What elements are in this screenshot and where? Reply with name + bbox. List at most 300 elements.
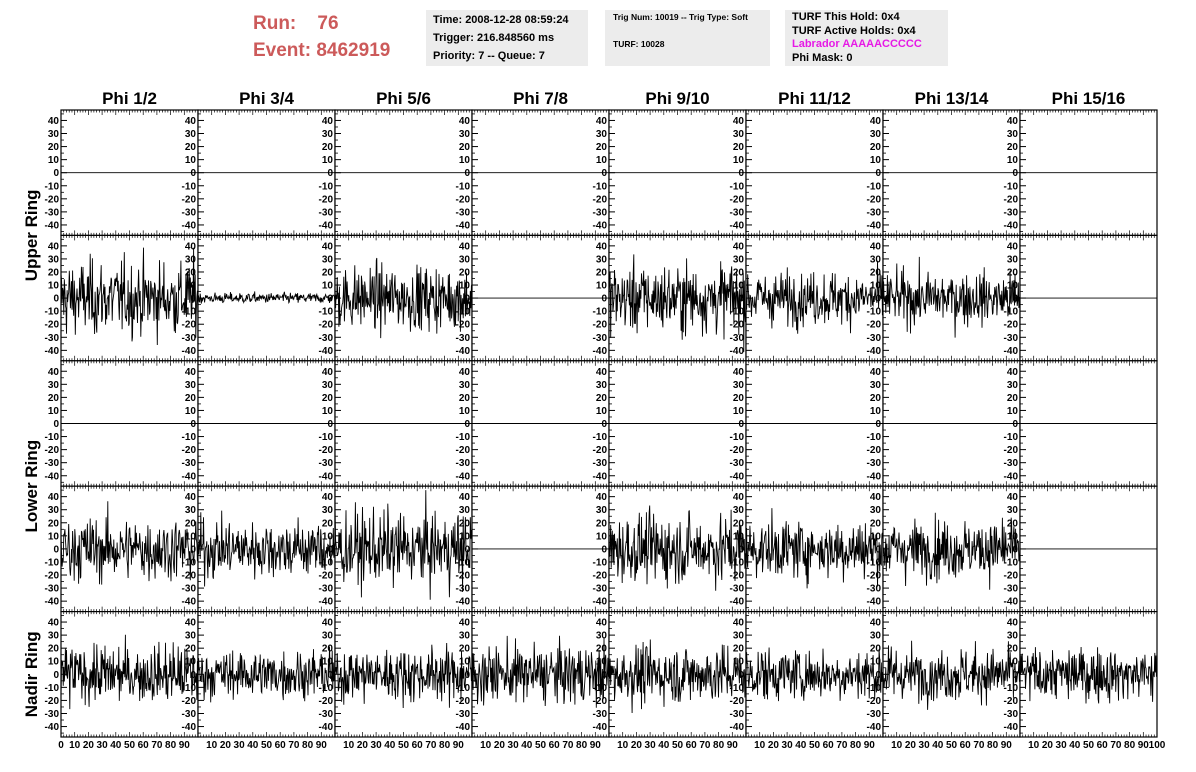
y-tick-label: 0 (190, 168, 196, 180)
y-tick-label: -20 (729, 319, 744, 331)
y-tick-label: 30 (321, 630, 333, 642)
y-tick-label: 10 (732, 405, 744, 417)
y-tick-label: -20 (729, 445, 744, 457)
y-tick-label: 30 (458, 379, 470, 391)
y-tick-label: -20 (866, 319, 881, 331)
ring-label-2: Lower Ring (22, 439, 41, 533)
y-tick-label: -10 (1003, 557, 1018, 569)
y-tick-label: -40 (1003, 596, 1018, 608)
y-tick-label: 10 (47, 531, 59, 543)
y-tick-label: -10 (729, 432, 744, 444)
y-tick-label: -40 (729, 722, 744, 734)
y-tick-label: 30 (47, 630, 59, 642)
panel-r4-c6 (730, 486, 883, 611)
y-tick-label: 0 (601, 168, 607, 180)
turf-this-hold-text: TURF This Hold: 0x4 (792, 11, 900, 23)
y-tick-label: 0 (190, 293, 196, 305)
y-tick-label: 30 (732, 129, 744, 141)
y-tick-label: -30 (1003, 583, 1018, 595)
y-tick-label: 30 (732, 505, 744, 517)
y-tick-label: 40 (732, 617, 744, 629)
y-tick-label: -40 (455, 220, 470, 232)
panel-r4-c8 (1004, 486, 1157, 611)
y-tick-label: 40 (732, 492, 744, 504)
y-tick-label: 0 (327, 293, 333, 305)
panel-r2-c5 (593, 235, 746, 360)
panel-r3-c1 (45, 361, 198, 486)
y-tick-label: 10 (1006, 405, 1018, 417)
y-tick-label: -30 (44, 708, 59, 720)
y-tick-label: 10 (458, 531, 470, 543)
y-tick-label: -10 (455, 557, 470, 569)
column-title-4: Phi 7/8 (513, 89, 568, 108)
y-tick-label: 0 (1012, 419, 1018, 430)
y-tick-label: 40 (321, 115, 333, 127)
panel-r1-c1 (45, 110, 198, 235)
y-tick-label: 20 (869, 518, 881, 530)
y-tick-label: -30 (455, 207, 470, 219)
y-tick-label: -30 (592, 332, 607, 344)
column-title-6: Phi 11/12 (778, 89, 851, 108)
y-tick-label: 10 (184, 656, 196, 668)
y-tick-label: 40 (869, 241, 881, 253)
panel-r4-c4 (456, 486, 609, 611)
y-tick-label: 10 (321, 531, 333, 543)
y-tick-label: -10 (592, 432, 607, 444)
y-tick-label: -40 (455, 471, 470, 483)
y-tick-label: 30 (184, 379, 196, 391)
y-tick-label: 0 (601, 419, 607, 430)
y-tick-label: 10 (321, 280, 333, 292)
y-tick-label: -20 (44, 570, 59, 582)
y-tick-label: 40 (595, 115, 607, 127)
panel-r1-c5 (593, 110, 746, 235)
y-tick-label: -40 (729, 471, 744, 483)
y-tick-label: -30 (44, 207, 59, 219)
panel-r2-c8 (1004, 235, 1157, 360)
y-tick-label: -30 (181, 207, 196, 219)
y-tick-label: 40 (47, 115, 59, 127)
y-tick-label: 30 (47, 505, 59, 517)
y-tick-label: 30 (1006, 254, 1018, 266)
column-title-8: Phi 15/16 (1051, 89, 1126, 108)
panel-r4-c2 (182, 486, 335, 611)
y-tick-label: 10 (869, 155, 881, 167)
panel-r3-c5 (593, 361, 746, 486)
y-tick-label: -10 (866, 432, 881, 444)
y-tick-label: -10 (181, 682, 196, 694)
y-tick-label: 30 (595, 254, 607, 266)
panel-r4-c5 (593, 486, 746, 611)
y-tick-label: 20 (1006, 142, 1018, 154)
y-tick-label: 10 (47, 280, 59, 292)
y-tick-label: 10 (869, 280, 881, 292)
y-tick-label: 10 (458, 656, 470, 668)
y-tick-label: -30 (181, 708, 196, 720)
column-title-1: Phi 1/2 (102, 89, 157, 108)
y-tick-label: 10 (595, 405, 607, 417)
y-tick-label: 0 (601, 544, 607, 556)
y-tick-label: -10 (866, 557, 881, 569)
y-tick-label: -10 (181, 432, 196, 444)
y-tick-label: -30 (44, 458, 59, 470)
y-tick-label: 20 (184, 142, 196, 154)
y-tick-label: -20 (729, 570, 744, 582)
y-tick-label: 20 (458, 518, 470, 530)
y-tick-label: 20 (47, 518, 59, 530)
panel-r5-c6 (730, 612, 883, 737)
y-tick-label: 10 (184, 405, 196, 417)
y-tick-label: 30 (184, 505, 196, 517)
panel-r4-c3 (319, 486, 472, 611)
y-tick-label: -10 (455, 181, 470, 193)
y-tick-label: 10 (458, 155, 470, 167)
y-tick-label: 40 (47, 241, 59, 253)
panel-r1-c6 (730, 110, 883, 235)
y-tick-label: 40 (595, 492, 607, 504)
trig-num-text: Trig Num: 10019 -- Trig Type: Soft (613, 12, 748, 22)
y-tick-label: -20 (181, 319, 196, 331)
y-tick-label: 20 (47, 267, 59, 279)
y-tick-label: 20 (321, 392, 333, 404)
y-tick-label: 0 (875, 293, 881, 305)
y-tick-label: -10 (729, 181, 744, 193)
panel-r3-c8 (1004, 361, 1157, 486)
y-tick-label: -10 (866, 306, 881, 318)
y-tick-label: 10 (458, 405, 470, 417)
y-tick-label: -10 (729, 557, 744, 569)
panel-r5-c4 (456, 612, 609, 737)
panel-r4-c7 (867, 486, 1020, 611)
y-tick-label: -20 (181, 194, 196, 206)
y-tick-label: 10 (1006, 155, 1018, 167)
y-tick-label: 40 (1006, 366, 1018, 378)
y-tick-label: -40 (592, 345, 607, 357)
y-tick-label: -10 (729, 306, 744, 318)
y-tick-label: -20 (592, 194, 607, 206)
y-tick-label: 20 (321, 142, 333, 154)
y-tick-label: 20 (595, 267, 607, 279)
y-tick-label: -40 (592, 722, 607, 734)
y-tick-label: 10 (1006, 531, 1018, 543)
y-tick-label: -20 (866, 445, 881, 457)
y-tick-label: 0 (738, 419, 744, 430)
y-tick-label: -30 (455, 332, 470, 344)
y-tick-label: -30 (44, 332, 59, 344)
y-tick-label: -40 (592, 220, 607, 232)
y-tick-label: -10 (592, 557, 607, 569)
y-tick-label: 10 (732, 656, 744, 668)
y-tick-label: -20 (455, 695, 470, 707)
event-value: 8462919 (316, 40, 391, 61)
y-tick-label: -40 (455, 345, 470, 357)
y-tick-label: 40 (869, 366, 881, 378)
y-tick-label: 0 (464, 544, 470, 556)
y-tick-label: 30 (869, 505, 881, 517)
y-tick-label: 10 (595, 531, 607, 543)
y-tick-label: 40 (47, 617, 59, 629)
y-tick-label: 20 (869, 142, 881, 154)
panel-r1-c8 (1004, 110, 1157, 235)
y-tick-label: -40 (866, 220, 881, 232)
panel-r3-c4 (456, 361, 609, 486)
y-tick-label: -10 (181, 181, 196, 193)
y-tick-label: -10 (318, 306, 333, 318)
y-tick-label: 0 (875, 544, 881, 556)
y-tick-label: -10 (729, 682, 744, 694)
y-tick-label: 40 (184, 617, 196, 629)
y-tick-label: -10 (44, 557, 59, 569)
y-tick-label: 40 (732, 366, 744, 378)
y-tick-label: -30 (455, 458, 470, 470)
y-tick-label: 30 (595, 630, 607, 642)
y-tick-label: 20 (732, 392, 744, 404)
y-tick-label: -30 (592, 583, 607, 595)
y-tick-label: -30 (1003, 458, 1018, 470)
y-tick-label: -40 (181, 345, 196, 357)
y-tick-label: -30 (866, 583, 881, 595)
y-tick-label: 30 (184, 630, 196, 642)
y-tick-label: 20 (47, 142, 59, 154)
y-tick-label: -40 (866, 596, 881, 608)
y-tick-label: -40 (181, 722, 196, 734)
y-tick-label: -30 (181, 458, 196, 470)
y-tick-label: 40 (869, 115, 881, 127)
y-tick-label: -40 (729, 345, 744, 357)
y-tick-label: -40 (455, 596, 470, 608)
y-tick-label: 0 (53, 293, 59, 305)
panel-r3-c6 (730, 361, 883, 486)
y-tick-label: 10 (869, 405, 881, 417)
y-tick-label: 10 (47, 656, 59, 668)
y-tick-label: 0 (327, 544, 333, 556)
panel-r1-c4 (456, 110, 609, 235)
column-title-3: Phi 5/6 (376, 89, 431, 108)
y-tick-label: 10 (458, 280, 470, 292)
y-tick-label: 30 (1006, 505, 1018, 517)
panel-r2-c1 (45, 235, 198, 360)
y-tick-label: -20 (455, 319, 470, 331)
y-tick-label: -40 (592, 596, 607, 608)
y-tick-label: -30 (729, 207, 744, 219)
y-tick-label: -20 (44, 445, 59, 457)
y-tick-label: 10 (1006, 280, 1018, 292)
y-tick-label: -30 (318, 583, 333, 595)
y-tick-label: 40 (869, 492, 881, 504)
y-tick-label: -20 (455, 570, 470, 582)
y-tick-label: 40 (184, 115, 196, 127)
y-tick-label: -20 (44, 194, 59, 206)
y-tick-label: 40 (595, 366, 607, 378)
y-tick-label: -30 (318, 332, 333, 344)
y-tick-label: -20 (318, 445, 333, 457)
y-tick-label: -10 (44, 306, 59, 318)
y-tick-label: 20 (458, 392, 470, 404)
y-tick-label: -10 (318, 557, 333, 569)
y-tick-label: 30 (458, 129, 470, 141)
y-tick-label: -40 (181, 471, 196, 483)
y-tick-label: -30 (455, 583, 470, 595)
y-tick-label: 0 (1012, 544, 1018, 556)
panel-r5-c5 (593, 612, 746, 737)
y-tick-label: 0 (738, 293, 744, 305)
y-tick-label: -10 (592, 682, 607, 694)
panel-r1-c3 (319, 110, 472, 235)
y-tick-label: 30 (321, 254, 333, 266)
y-tick-label: -40 (44, 722, 59, 734)
y-tick-label: -40 (44, 220, 59, 232)
y-tick-label: -20 (455, 194, 470, 206)
y-tick-label: 20 (595, 142, 607, 154)
y-tick-label: -10 (181, 557, 196, 569)
y-tick-label: -10 (1003, 306, 1018, 318)
y-tick-label: -10 (318, 432, 333, 444)
y-tick-label: -10 (44, 181, 59, 193)
y-tick-label: 20 (595, 643, 607, 655)
y-tick-label: -40 (318, 722, 333, 734)
y-tick-label: 20 (47, 392, 59, 404)
y-tick-label: 20 (732, 267, 744, 279)
y-tick-label: 40 (321, 241, 333, 253)
y-tick-label: 0 (464, 669, 470, 681)
y-tick-label: -40 (44, 471, 59, 483)
y-tick-label: 30 (184, 254, 196, 266)
time-text: Time: 2008-12-28 08:59:24 (433, 14, 569, 26)
y-tick-label: -10 (455, 682, 470, 694)
y-tick-label: 0 (464, 168, 470, 180)
y-tick-label: -10 (318, 181, 333, 193)
y-tick-label: -20 (181, 695, 196, 707)
y-tick-label: 10 (47, 405, 59, 417)
y-tick-label: 10 (321, 405, 333, 417)
y-tick-label: 40 (732, 241, 744, 253)
y-tick-label: 20 (321, 267, 333, 279)
y-tick-label: 0 (1012, 168, 1018, 180)
y-tick-label: -20 (866, 194, 881, 206)
y-tick-label: 30 (732, 379, 744, 391)
y-tick-label: 10 (184, 155, 196, 167)
y-tick-label: -40 (44, 596, 59, 608)
y-tick-label: 0 (738, 669, 744, 681)
y-tick-label: -40 (592, 471, 607, 483)
y-tick-label: -20 (44, 319, 59, 331)
y-tick-label: 0 (53, 544, 59, 556)
y-tick-label: 40 (184, 366, 196, 378)
y-tick-label: -20 (318, 570, 333, 582)
y-tick-label: -20 (318, 194, 333, 206)
y-tick-label: 20 (458, 142, 470, 154)
y-tick-label: 20 (595, 392, 607, 404)
ring-label-3: Nadir Ring (22, 631, 41, 718)
y-tick-label: -30 (181, 332, 196, 344)
y-tick-label: -10 (455, 432, 470, 444)
y-tick-label: -30 (729, 583, 744, 595)
y-tick-label: 40 (1006, 241, 1018, 253)
y-tick-label: 30 (869, 129, 881, 141)
y-tick-label: -40 (1003, 471, 1018, 483)
y-tick-label: -40 (729, 596, 744, 608)
y-tick-label: -40 (181, 596, 196, 608)
y-tick-label: -20 (729, 194, 744, 206)
y-tick-label: -30 (181, 583, 196, 595)
panel-r1-c2 (182, 110, 335, 235)
column-title-5: Phi 9/10 (645, 89, 710, 108)
y-tick-label: -30 (592, 458, 607, 470)
y-tick-label: -40 (181, 220, 196, 232)
y-tick-label: 20 (1006, 392, 1018, 404)
y-tick-label: -30 (1003, 207, 1018, 219)
y-tick-label: 0 (738, 168, 744, 180)
y-tick-label: -10 (1003, 432, 1018, 444)
y-tick-label: 20 (732, 643, 744, 655)
panel-r3-c3 (319, 361, 472, 486)
y-tick-label: -10 (318, 682, 333, 694)
y-tick-label: -30 (592, 708, 607, 720)
y-tick-label: 0 (327, 419, 333, 430)
y-tick-label: -30 (866, 458, 881, 470)
turf-active-holds-text: TURF Active Holds: 0x4 (792, 24, 916, 37)
y-tick-label: 10 (732, 280, 744, 292)
y-tick-label: 40 (595, 241, 607, 253)
panel-r2-c2 (182, 235, 335, 360)
y-tick-label: 20 (184, 643, 196, 655)
y-tick-label: -20 (1003, 445, 1018, 457)
y-tick-label: 0 (190, 669, 196, 681)
y-tick-label: 20 (458, 643, 470, 655)
y-tick-label: 20 (184, 267, 196, 279)
y-tick-label: 30 (1006, 129, 1018, 141)
y-tick-label: 30 (321, 379, 333, 391)
event-label: Event: (253, 40, 312, 61)
y-tick-label: 10 (47, 155, 59, 167)
y-tick-label: -30 (318, 458, 333, 470)
y-tick-label: -20 (729, 695, 744, 707)
y-tick-label: 0 (464, 419, 470, 430)
y-tick-label: 10 (184, 280, 196, 292)
y-tick-label: -40 (455, 722, 470, 734)
y-tick-label: -10 (455, 306, 470, 318)
y-tick-label: 0 (327, 669, 333, 681)
y-tick-label: 30 (458, 505, 470, 517)
y-tick-label: 0 (53, 419, 59, 430)
y-tick-label: 10 (732, 531, 744, 543)
y-tick-label: -40 (1003, 220, 1018, 232)
y-tick-label: 10 (321, 656, 333, 668)
y-tick-label: -30 (729, 332, 744, 344)
y-tick-label: 0 (190, 544, 196, 556)
priority-text: Priority: 7 -- Queue: 7 (433, 50, 545, 62)
panel-r2-c6 (730, 235, 883, 360)
labrador-text: Labrador AAAAACCCCC (792, 38, 922, 50)
y-tick-label: -20 (866, 570, 881, 582)
panel-r5-c1 (45, 612, 198, 737)
phi-mask-text: Phi Mask: 0 (792, 51, 853, 64)
y-tick-label: -30 (1003, 332, 1018, 344)
y-tick-label: 40 (458, 366, 470, 378)
y-tick-label: 10 (595, 280, 607, 292)
y-tick-label: 30 (47, 254, 59, 266)
y-tick-label: 20 (321, 518, 333, 530)
y-tick-label: 30 (732, 630, 744, 642)
y-tick-label: 20 (47, 643, 59, 655)
y-tick-label: 20 (184, 518, 196, 530)
y-tick-label: 0 (875, 419, 881, 430)
y-tick-label: -40 (729, 220, 744, 232)
y-tick-label: -10 (866, 181, 881, 193)
y-tick-label: 40 (47, 366, 59, 378)
column-title-7: Phi 13/14 (914, 89, 989, 108)
y-tick-label: 20 (1006, 518, 1018, 530)
